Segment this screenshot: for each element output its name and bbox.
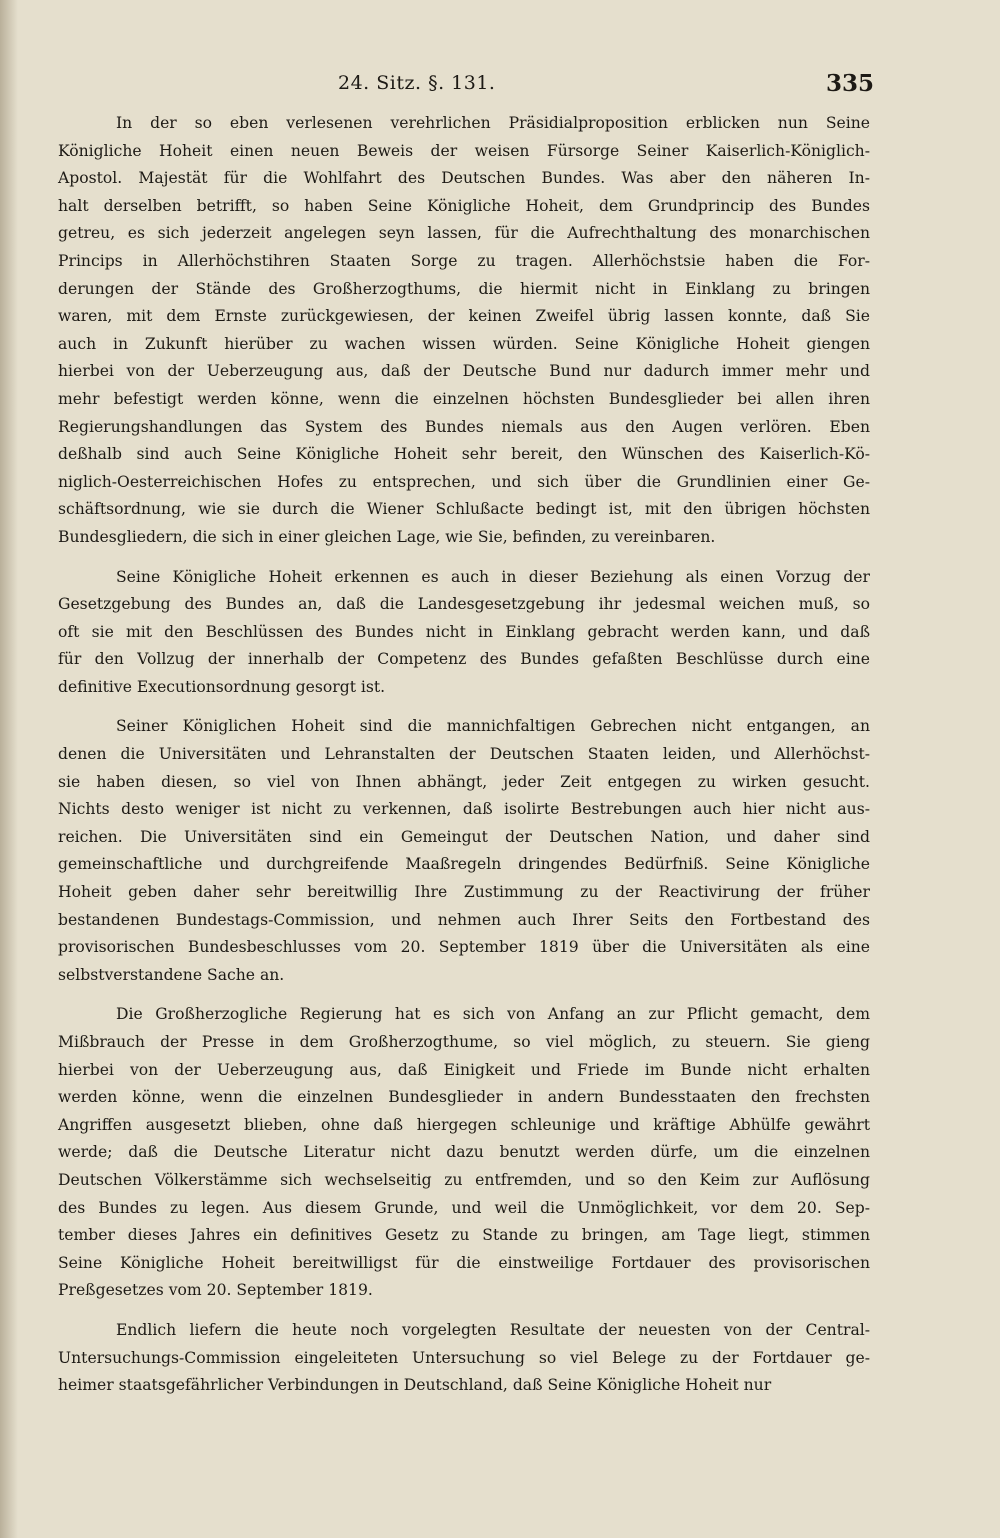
text-line: Regierungshandlungen das System des Bundes niemals aus den Augen verlören. Eben <box>58 417 870 436</box>
body-text <box>58 110 870 1400</box>
paragraph <box>58 110 870 552</box>
text-line: hierbei von der Ueberzeugung aus, daß Einigkeit und Friede im Bunde nicht erhalten <box>58 1060 870 1079</box>
text-line: Hoheit geben daher sehr bereitwillig Ihre Zustimmung zu der Reactivirung der früher <box>58 883 870 902</box>
text-line: denen die Universitäten und Lehranstalten der Deutschen Staaten leiden, und Allerhöchst- <box>58 745 870 764</box>
text-line: Apostol. Majestät für die Wohlfahrt des Deutschen Bundes. Was aber den näheren In- <box>58 169 870 188</box>
text-line: halt derselben betrifft, so haben Seine Königliche Hoheit, dem Grundprincip des Bundes <box>58 196 870 215</box>
paragraph <box>58 564 870 702</box>
text-line: sie haben diesen, so viel von Ihnen abhängt, jeder Zeit entgegen zu wirken gesucht. <box>58 772 870 791</box>
text-line: gemeinschaftliche und durchgreifende Maaßregeln dringendes Bedürfniß. Seine Königliche <box>58 855 870 874</box>
text-line: waren, mit dem Ernste zurückgewiesen, der keinen Zweifel übrig lassen konnte, daß Sie <box>58 307 870 326</box>
text-line: Mißbrauch der Presse in dem Großherzogthume, so viel möglich, zu steuern. Sie gieng <box>58 1033 870 1051</box>
text-line: des Bundes zu legen. Aus diesem Grunde, und weil die Unmöglichkeit, vor dem 20. Sep- <box>58 1198 870 1217</box>
text-line: werde; daß die Deutsche Literatur nicht dazu benutzt werden dürfe, um die einzelnen <box>58 1143 870 1162</box>
text-line: werden könne, wenn die einzelnen Bundesglieder in andern Bundesstaaten den frechsten <box>58 1088 870 1107</box>
text-line: Endlich liefern die heute noch vorgelegten Resultate der neuesten von der Central- <box>116 1320 870 1339</box>
paragraph <box>58 1317 870 1400</box>
text-line: Seiner Königlichen Hoheit sind die mannichfaltigen Gebrechen nicht entgangen, an <box>116 717 870 736</box>
text-line: Seine Königliche Hoheit bereitwilligst für die einstweilige Fortdauer des provisorischen <box>58 1253 870 1272</box>
text-line: Nichts desto weniger ist nicht zu verkennen, daß isolirte Bestrebungen auch hier nicht aus- <box>58 800 870 819</box>
text-line: tember dieses Jahres ein definitives Gesetz zu Stande zu bringen, am Tage liegt, stimmen <box>58 1226 870 1245</box>
text-line: definitive Executionsordnung gesorgt ist. <box>58 677 386 696</box>
text-line: Princips in Allerhöchstihren Staaten Sorge zu tragen. Allerhöchstsie haben die For- <box>58 251 870 270</box>
page-number: 335 <box>825 70 874 97</box>
text-line: mehr befestigt werden könne, wenn die einzelnen höchsten Bundesglieder bei allen ihren <box>58 389 870 408</box>
text-line: Die Großherzogliche Regierung hat es sich von Anfang an zur Pflicht gemacht, dem <box>116 1005 870 1024</box>
text-line: für den Vollzug der innerhalb der Competenz des Bundes gefaßten Beschlüsse durch eine <box>58 650 870 669</box>
text-line: niglich-Oesterreichischen Hofes zu entsprechen, und sich über die Grundlinien einer Ge- <box>58 472 870 491</box>
text-line: Angriffen ausgesetzt blieben, ohne daß hiergegen schleunige und kräftige Abhülfe gewährt <box>58 1115 870 1134</box>
text-line: getreu, es sich jederzeit angelegen seyn lassen, für die Aufrechthaltung des monarchischen <box>58 224 870 243</box>
text-line: deßhalb sind auch Seine Königliche Hoheit sehr bereit, den Wünschen des Kaiserlich-Kö- <box>58 445 870 464</box>
text-line: Deutschen Völkerstämme sich wechselseitig zu entfremden, und so den Keim zur Auflösung <box>58 1170 870 1189</box>
page-header <box>58 70 874 106</box>
text-line: oft sie mit den Beschlüssen des Bundes nicht in Einklang gebracht werden kann, und daß <box>58 622 870 641</box>
text-line: Preßgesetzes vom 20. September 1819. <box>58 1281 373 1300</box>
text-line: auch in Zukunft hierüber zu wachen wissen würden. Seine Königliche Hoheit giengen <box>58 334 870 353</box>
text-line: Gesetzgebung des Bundes an, daß die Landesgesetzgebung ihr jedesmal weichen muß, so <box>58 595 870 614</box>
text-line: Bundesgliedern, die sich in einer gleichen Lage, wie Sie, befinden, zu vereinbaren. <box>58 527 716 546</box>
text-line: schäftsordnung, wie sie durch die Wiener Schlußacte bedingt ist, mit den übrigen höchsten <box>58 500 870 519</box>
text-line: Seine Königliche Hoheit erkennen es auch in dieser Beziehung als einen Vorzug der <box>116 567 870 586</box>
text-line: In der so eben verlesenen verehrlichen Präsidialproposition erblicken nun Seine <box>116 114 870 132</box>
paragraph <box>58 713 870 989</box>
text-line: selbstverstandene Sache an. <box>58 965 285 984</box>
paragraph <box>58 1001 870 1305</box>
text-line: heimer staatsgefährlicher Verbindungen in Deutschland, daß Seine Königliche Hoheit nur <box>58 1376 772 1395</box>
text-line: derungen der Stände des Großherzogthums, die hiermit nicht in Einklang zu bringen <box>58 279 870 298</box>
text-line: provisorischen Bundesbeschlusses vom 20. September 1819 über die Universitäten als eine <box>58 938 870 957</box>
text-line: Untersuchungs-Commission eingeleiteten Untersuchung so viel Belege zu der Fortdauer ge- <box>58 1348 870 1367</box>
text-line: bestandenen Bundestags-Commission, und nehmen auch Ihrer Seits den Fortbestand des <box>58 910 870 929</box>
page-edge-shadow <box>0 0 18 1538</box>
text-line: hierbei von der Ueberzeugung aus, daß der Deutsche Bund nur dadurch immer mehr und <box>58 362 870 381</box>
text-line: Königliche Hoheit einen neuen Beweis der weisen Fürsorge Seiner Kaiserlich-Königlich- <box>58 141 870 160</box>
running-head: 24. Sitz. §. 131. <box>338 72 496 94</box>
text-line: reichen. Die Universitäten sind ein Gemeingut der Deutschen Nation, und daher sind <box>58 827 870 846</box>
